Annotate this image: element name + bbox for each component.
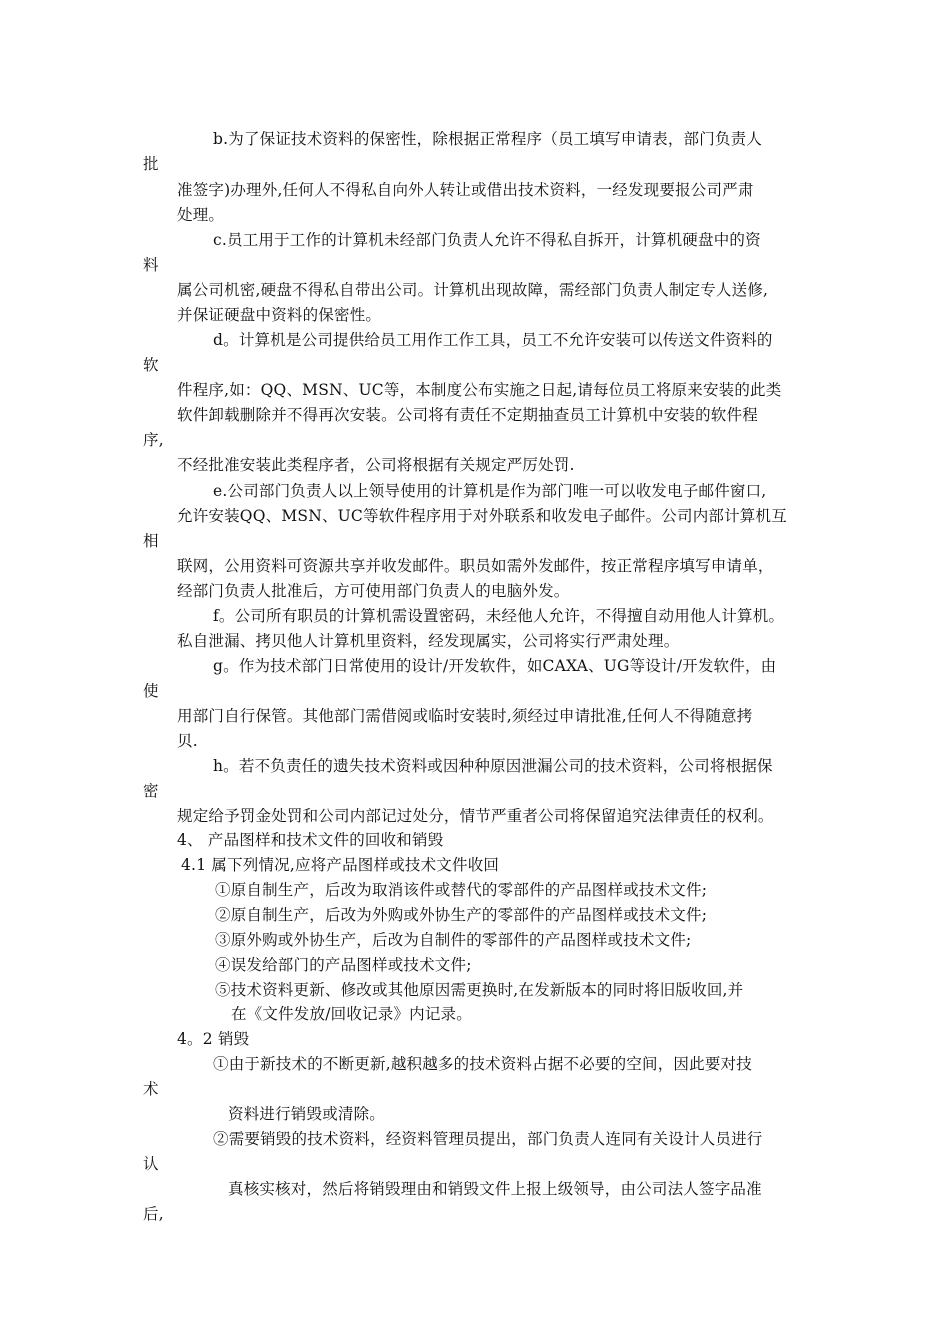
para-c-line-4: 并保证硬盘中资料的保密性。 xyxy=(177,306,382,324)
list-item-3: ③原外购或外协生产，后改为自制件的零部件的产品图样或技术文件; xyxy=(215,931,692,949)
para-d-line-6: 不经批准安装此类程序者，公司将根据有关规定严厉处罚. xyxy=(177,456,575,474)
destroy-item-2-line-3: 真核实核对，然后将销毁理由和销毁文件上报上级领导，由公司法人签字品准 xyxy=(228,1180,762,1198)
para-f-line-1: f。公司所有职员的计算机需设置密码，未经他人允许，不得擅自动用他人计算机。 xyxy=(213,607,785,625)
para-b-line-4: 处理。 xyxy=(177,206,225,224)
para-g-line-4: 贝. xyxy=(177,732,198,750)
para-g-line-3: 用部门自行保管。其他部门需借阅或临时安装时,须经过申请批准,任何人不得随意拷 xyxy=(177,707,753,725)
destroy-item-2-line-2: 认 xyxy=(143,1155,159,1173)
para-h-line-1: h。若不负责任的遗失技术资料或因种种原因泄漏公司的技术资料，公司将根据保 xyxy=(213,757,773,775)
section-4-2-heading: 4。2 销毁 xyxy=(177,1030,250,1048)
para-c-line-2: 料 xyxy=(143,256,159,274)
para-h-line-2: 密 xyxy=(143,782,159,800)
destroy-item-1-line-3: 资料进行销毁或清除。 xyxy=(228,1105,386,1123)
list-item-1: ①原自制生产，后改为取消该件或替代的零部件的产品图样或技术文件; xyxy=(215,881,708,899)
list-item-4: ④误发给部门的产品图样或技术文件; xyxy=(215,956,472,974)
list-item-5-cont: 在《文件发放/回收记录》内记录。 xyxy=(231,1005,472,1023)
section-4-heading: 4、 产品图样和技术文件的回收和销毁 xyxy=(177,831,444,849)
list-item-5: ⑤技术资料更新、修改或其他原因需更换时,在发新版本的同时将旧版收回,并 xyxy=(215,981,744,999)
destroy-item-2-line-4: 后, xyxy=(143,1205,164,1223)
para-e-line-4: 联网，公用资料可资源共享并收发邮件。职员如需外发邮件，按正常程序填写申请单， xyxy=(177,557,774,575)
para-h-line-3: 规定给予罚金处罚和公司内部记过处分，情节严重者公司将保留追究法律责任的权利。 xyxy=(177,807,774,825)
para-b-line-3: 准签字)办理外,任何人不得私自向外人转让或借出技术资料，一经发现要报公司严肃 xyxy=(177,181,754,199)
destroy-item-1-line-2: 术 xyxy=(143,1080,159,1098)
para-b-line-1: b.为了保证技术资料的保密性，除根据正常程序（员工填写申请表，部门负责人 xyxy=(213,130,763,148)
para-f-line-2: 私自泄漏、拷贝他人计算机里资料，经发现属实，公司将实行严肃处理。 xyxy=(177,632,680,650)
destroy-item-2-line-1: ②需要销毁的技术资料，经资料管理员提出，部门负责人连同有关设计人员进行 xyxy=(213,1130,763,1148)
para-d-line-2: 软 xyxy=(143,356,159,374)
para-d-line-4: 软件卸载删除并不得再次安装。公司将有责任不定期抽查员工计算机中安装的软件程 xyxy=(177,406,758,424)
para-d-line-1: d。计算机是公司提供给员工用作工作工具，员工不允许安装可以传送文件资料的 xyxy=(213,331,773,349)
para-e-line-2: 允许安装QQ、MSN、UC等软件程序用于对外联系和收发电子邮件。公司内部计算机互 xyxy=(177,507,787,525)
para-e-line-3: 相 xyxy=(143,532,159,550)
list-item-2: ②原自制生产，后改为外购或外协生产的零部件的产品图样或技术文件; xyxy=(215,906,708,924)
para-c-line-3: 属公司机密,硬盘不得私自带出公司。计算机出现故障，需经部门负责人制定专人送修, xyxy=(177,281,769,299)
para-e-line-5: 经部门负责人批准后，方可使用部门负责人的电脑外发。 xyxy=(177,582,570,600)
para-g-line-2: 使 xyxy=(143,682,159,700)
para-d-line-5: 序, xyxy=(143,431,164,449)
para-g-line-1: g。作为技术部门日常使用的设计/开发软件，如CAXA、UG等设计/开发软件，由 xyxy=(213,657,777,675)
para-b-line-2: 批 xyxy=(143,155,159,173)
para-e-line-1: e.公司部门负责人以上领导使用的计算机是作为部门唯一可以收发电子邮件窗口, xyxy=(213,482,767,500)
para-d-line-3: 件程序,如：QQ、MSN、UC等，本制度公布实施之日起,请每位员工将原来安装的此类 xyxy=(177,381,782,399)
section-4-1-heading: 4.1 属下列情况,应将产品图样或技术文件收回 xyxy=(181,856,500,874)
destroy-item-1-line-1: ①由于新技术的不断更新,越积越多的技术资料占据不必要的空间，因此要对技 xyxy=(213,1055,752,1073)
para-c-line-1: c.员工用于工作的计算机未经部门负责人允许不得私自拆开，计算机硬盘中的资 xyxy=(213,231,761,249)
